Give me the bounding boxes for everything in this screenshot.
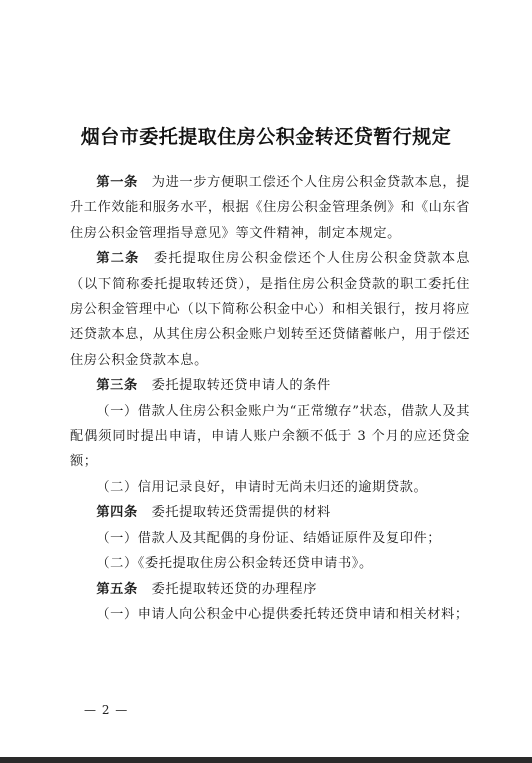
article-number: 第四条	[96, 505, 138, 521]
article-3	[70, 373, 470, 398]
bottom-border	[0, 757, 532, 763]
article-text: 委托提取住房公积金偿还个人住房公积金贷款本息（以下简称委托提取转还贷），是指住房公积金贷款的职工委托住房公积金管理中心（以下简称公积金中心）和相关银行，按月将应还贷款本息，从其住房公积金账户划转至还贷储蓄帐户，用于偿还住房公积金贷款本息。	[70, 251, 470, 368]
clause-4-1	[70, 526, 470, 551]
clause-text: （二）《委托提取住房公积金转还贷申请书》。	[96, 556, 373, 572]
clause-text: （一）申请人向公积金中心提供委托转还贷申请和相关材料；	[96, 606, 469, 622]
article-number: 第二条	[96, 251, 140, 267]
page-number: — 2 —	[84, 703, 129, 717]
clause-text: （一）借款人及其配偶的身份证、结婚证原件及复印件；	[96, 530, 442, 546]
clause-text: （二）信用记录良好，申请时无尚未归还的逾期贷款。	[96, 479, 428, 495]
article-2	[70, 246, 470, 373]
article-number: 第三条	[96, 378, 138, 394]
article-number: 第五条	[96, 581, 138, 597]
article-text: 委托提取转还贷的办理程序	[151, 581, 318, 597]
clause-3-1	[70, 399, 470, 475]
article-text: 委托提取转还贷需提供的材料	[151, 505, 331, 521]
document-body	[70, 170, 470, 627]
article-number: 第一条	[96, 175, 138, 190]
article-4	[70, 500, 470, 525]
article-text: 为进一步方便职工偿还个人住房公积金贷款本息，提升工作效能和服务水平，根据《住房公积金管理条例》和《山东省住房公积金管理指导意见》等文件精神，制定本规定。	[70, 175, 470, 241]
article-5	[70, 577, 470, 602]
clause-4-2	[70, 551, 470, 576]
article-1	[70, 170, 470, 246]
clause-text: （一）借款人住房公积金账户为“正常缴存”状态，借款人及其配偶须同时提出申请，申请人账户余额不低于 3 个月的应还贷金额；	[70, 403, 470, 470]
clause-5-1	[70, 602, 470, 627]
document-title: 烟台市委托提取住房公积金转还贷暂行规定	[80, 126, 452, 148]
article-text: 委托提取转还贷申请人的条件	[151, 378, 331, 394]
clause-3-2	[70, 475, 470, 500]
